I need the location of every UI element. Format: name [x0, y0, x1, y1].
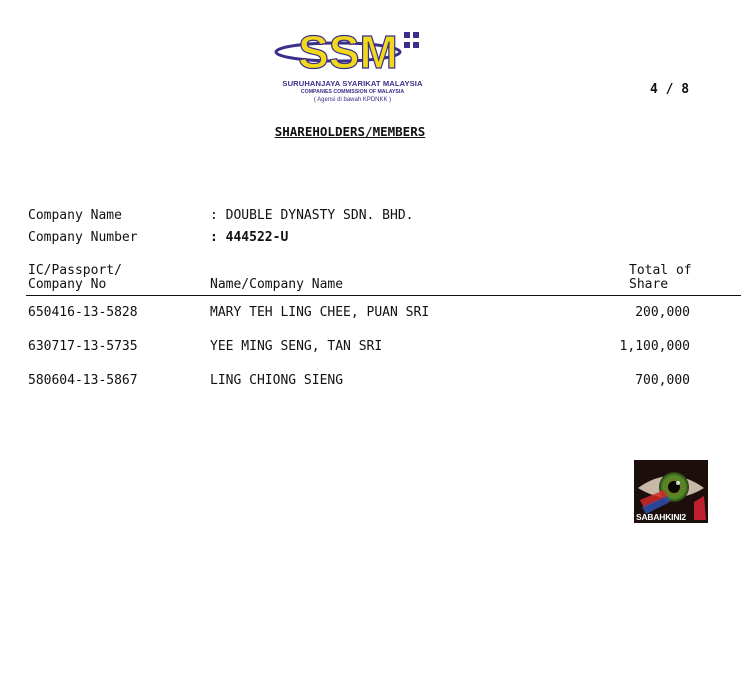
shareholders-table: [28, 305, 698, 407]
company-number-label: Company Number: [28, 230, 138, 245]
table-row: [28, 373, 698, 407]
agency-name: SURUHANJAYA SYARIKAT MALAYSIA: [282, 79, 423, 88]
row-name: MARY TEH LING CHEE, PUAN SRI: [210, 305, 430, 320]
company-name-value: : DOUBLE DYNASTY SDN. BHD.: [210, 208, 414, 223]
company-name-label: Company Name: [28, 208, 122, 223]
column-header-ic-line1: IC/Passport/: [28, 263, 122, 278]
watermark-text: SABAHKINI2: [636, 512, 686, 522]
ssm-logo-icon: [270, 22, 435, 78]
table-row: [28, 305, 698, 339]
header-divider: [26, 295, 741, 296]
agency-note: ( Agensi di bawah KPDNKK ): [313, 97, 392, 103]
row-shares: 700,000: [635, 373, 690, 388]
company-number-value: : 444522-U: [210, 230, 289, 245]
column-header-total-line2: Share: [629, 277, 669, 292]
ssm-logo-letters: SSM: [298, 26, 398, 78]
column-header-total-line1: Total of: [629, 263, 692, 278]
page-title: SHAREHOLDERS/MEMBERS: [274, 124, 426, 139]
watermark-badge: [634, 460, 708, 523]
row-name: LING CHIONG SIENG: [210, 373, 344, 388]
column-header-name: Name/Company Name: [210, 277, 344, 292]
row-shares: 200,000: [635, 305, 690, 320]
agency-name-en: COMPANIES COMMISSION OF MALAYSIA: [300, 89, 405, 95]
row-shares: 1,100,000: [619, 339, 690, 354]
row-ic-number: 580604-13-5867: [28, 373, 138, 388]
table-row: [28, 339, 698, 373]
page-indicator: 4 / 8: [650, 82, 690, 97]
column-header-ic-line2: Company No: [28, 277, 107, 292]
ssm-logo: [270, 22, 435, 107]
row-ic-number: 630717-13-5735: [28, 339, 138, 354]
row-name: YEE MING SENG, TAN SRI: [210, 339, 383, 354]
row-ic-number: 650416-13-5828: [28, 305, 138, 320]
